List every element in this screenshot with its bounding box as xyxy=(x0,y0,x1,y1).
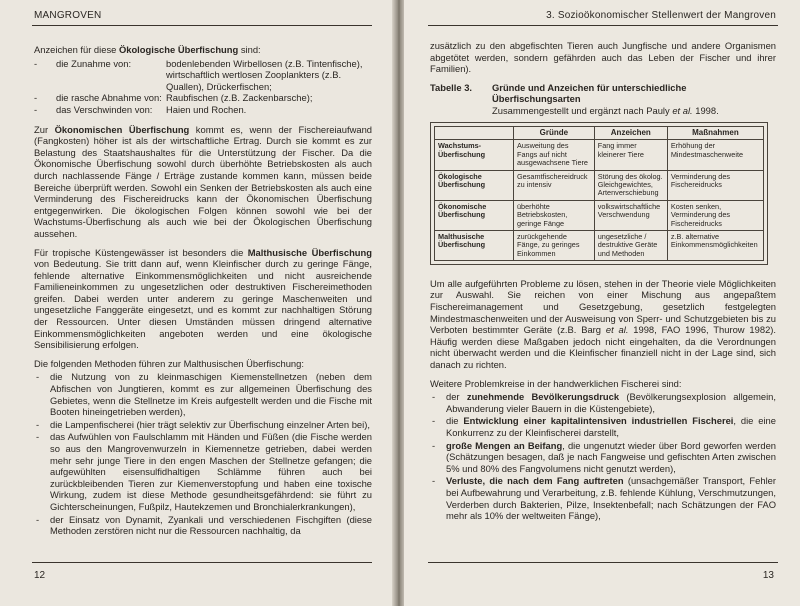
table-cell: Gesamtfischereidruck zu intensiv xyxy=(514,170,595,200)
table-cell: Ausweitung des Fangs auf nicht ausgewachsene Tiere xyxy=(514,140,595,170)
problem-item: - die Entwicklung einer kapitalintensiven industriellen Fischerei, die eine Konkurrenz zu der Kleinfischerei darstellt, xyxy=(430,415,776,438)
table-cell: Erhöhung der Mindestmaschenweite xyxy=(667,140,763,170)
malthusian-overfishing-paragraph: Für tropische Küstengewässer ist besonders die Malthusische Überfischung von Bedeutung. Sie tritt dann auf, wenn Kleinfischer durch zu geringe Fänge, fehlende alternative Einkommensmöglichkeiten und nicht ausreichende Familieneinkommen zu ungesetzlichen oder destruktiven Fischereimethoden greifen. Dabei werden unter anderem zu geringe Maschenweiten und ungesetzliche Fanggeräte eingesetzt, und es kommt zur nachhaltigen Störung der Ressourcen. Unter diesen Umständen müssen dringend alternative Einkommensmöglichkeiten angeboten werden und eine ökologische Sensibilisierung erfolgen. xyxy=(34,246,372,351)
table-cell: Verminderung des Fischereidrucks xyxy=(667,170,763,200)
economic-overfishing-paragraph: Zur Ökonomischen Überfischung kommt es, wenn der Fischereiaufwand (Fangkosten) höher ist als der wirtschaftliche Ertrag. Durch sie kommt es zur Belastung des Staatshaushaltes für die Unterstützung der Fischer. Da die Ökonomische Überfischung sowohl durch überhöhte Betriebskosten als auch durch nachlassende Fänge / Erträge zustande kommen kann, müssen beide Bereiche überprüft werden. Sowohl ein Senken der Betriebskosten als auch eine Verminderung des Fischereidrucks kann der Ökonomischen Überfischung entgegenwirken. Die ökologischen Folgen können sowohl wie bei der Wachstums-Überfischung als auch wie bei der Ökologischen Überfischung aussehen. xyxy=(34,123,373,239)
table-cell: z.B. alternative Einkommensmöglichkeiten xyxy=(667,231,763,261)
indicator-label: das Verschwinden von: xyxy=(56,103,153,115)
continuation-paragraph: zusätzlich zu den abgefischten Tieren auch Jungfische und andere Organismen abgetötet werden, sondern gefährden auch das Leben der Fischer und ihrer Familien). xyxy=(430,40,776,75)
problems-list xyxy=(430,391,776,522)
table-row-header: Ökonomische Überfischung xyxy=(435,200,514,230)
table-row-header: Ökologische Überfischung xyxy=(435,170,514,200)
indicator-value: Raubfischen (z.B. Zackenbarsche); xyxy=(166,92,313,104)
table-row xyxy=(435,231,764,261)
table-title: Gründe und Anzeichen für unterschiedliche Überfischungsarten xyxy=(492,81,687,105)
table-label: Tabelle 3. xyxy=(430,81,473,93)
footer-rule-left xyxy=(32,562,372,563)
table-cell: Störung des ökolog. Gleichgewichtes, Artenverschiebung xyxy=(594,170,667,200)
table-caption: Tabelle 3. Gründe und Anzeichen für unterschiedliche Überfischungsarten Zusammengestellt und ergänzt nach Pauly et al. 1998. xyxy=(430,81,719,116)
table-cell: überhöhte Betriebskosten, geringe Fänge xyxy=(514,200,595,230)
table-row-header: Wachstums-Überfischung xyxy=(435,140,514,170)
table-row-header: Malthusische Überfischung xyxy=(435,231,514,261)
problems-intro: Weitere Problemkreise in der handwerklichen Fischerei sind: xyxy=(430,377,682,389)
header-rule-left xyxy=(32,25,372,26)
method-item: - die Lampenfischerei (hier trägt selektiv zur Überfischung einzelner Arten bei), xyxy=(34,419,372,431)
indicator-value: Haien und Rochen. xyxy=(166,103,247,115)
table-row xyxy=(435,170,764,200)
method-item: - die Nutzung von zu kleinmaschigen Kiemenstellnetzen (neben dem Abfischen von Jungtieren, kommt es zur allgemeinen Überfischung des Gebietes, wenn die Stellnetze im Kreis aufgestellt werden und die Fische mit Booten hineingetrieben werden), xyxy=(34,371,372,417)
table-header-cell: Anzeichen xyxy=(594,127,667,140)
right-page-body xyxy=(430,40,776,528)
footer-rule-right xyxy=(428,562,778,563)
table-cell: Kosten senken, Verminderung des Fischereidrucks xyxy=(667,200,763,230)
method-item: - das Aufwühlen von Faulschlamm mit Händen und Füßen (die Fische werden so aus den Mangrovenwurzeln in Kiemennetze getrieben, dabei werden mehr sehr junge Tiere in den engen Maschen der Stellnetze gefangen; die aufgewühlten eisensulfidhaltigen Schlämme führen auch bei zurückbleibenden Tieren zur Kiemenverstopfung und haben eine toxische Wirkung, zudem ist diese Methode gesundheitsgefährdend: sie führt zu Gichterscheinungen, Fußpilz, Hautekzemen und Bronchialerkrankungen), xyxy=(34,431,372,512)
right-page xyxy=(404,0,800,606)
methods-list xyxy=(34,371,372,536)
problem-item: - Verluste, die nach dem Fang auftreten (unsachgemäßer Transport, Fehler bei Aufbewahrung und Verarbeitung, z.B. fehlende Kühlung, Verschmutzungen, Verderben durch Bakterien, Pilze, Insektenbefall; nach Schätzungen der FAO mehr als 10% der weltweiten Fänge), xyxy=(430,475,776,521)
left-page-body xyxy=(34,44,372,543)
problem-item: - der zunehmende Bevölkerungsdruck (Bevölkerungsexplosion allgemein, Abwanderung vieler Bauern in die Küstengebiete), xyxy=(430,391,776,414)
overfishing-table xyxy=(434,126,764,261)
indicator-value: bodenlebenden Wirbellosen (z.B. Tintenfische), wirtschaftlich wertlosen Zooplankters (z.B. Quallen), Drückerfischen; xyxy=(166,57,363,92)
indicator-item: - die rasche Abnahme von: Raubfischen (z.B. Zackenbarsche); xyxy=(34,92,372,104)
table-row xyxy=(435,200,764,230)
indicator-list xyxy=(34,58,372,116)
ecological-overfishing-intro: Anzeichen für diese Ökologische Überfischung sind: xyxy=(34,44,261,55)
page-number-left: 12 xyxy=(34,570,46,581)
indicator-item: - das Verschwinden von: Haien und Rochen. xyxy=(34,104,372,116)
table-cell: zurückgehende Fänge, zu geringes Einkommen xyxy=(514,231,595,261)
solutions-paragraph: Um alle aufgeführten Probleme zu lösen, stehen in der Theorie viele Möglichkeiten zur Auswahl. Sie reichen von einer Mischung aus angepaßtem Fischereimanagement und Gesetzgebung, gesetzlich festgelegten Mindestmaschenweiten und der Ausweisung von Sperr- und Schutzgebieten bis zu Verboten bestimmter Geräte (z.B. Barg et al. 1998, FAO 1996, Thurow 1982). Häufig werden diese Maßgaben jedoch nicht eingehalten, da die Verordnungen nicht überwacht werden und die Kleinfischer finanziell nicht in der Lage sind, sich danach zu richten. xyxy=(430,277,777,371)
table-header-row xyxy=(435,127,764,140)
methods-intro: Die folgenden Methoden führen zur Malthusischen Überfischung: xyxy=(34,357,304,369)
table-header-cell: Maßnahmen xyxy=(667,127,763,140)
method-item: - der Einsatz von Dynamit, Zyankali und verschiedenen Fischgiften (diese Methoden zerstören nicht nur die Ressourcen nachhaltig, da xyxy=(34,514,372,537)
left-page xyxy=(0,0,398,606)
table-cell: ungesetzliche / destruktive Geräte und Methoden xyxy=(594,231,667,261)
indicator-label: die Zunahme von: xyxy=(56,57,132,69)
indicator-label: die rasche Abnahme von: xyxy=(56,92,162,104)
table-cell: Fang immer kleinerer Tiere xyxy=(594,140,667,170)
running-header-right: 3. Sozioökonomischer Stellenwert der Mangroven xyxy=(546,10,776,21)
table-cell: volkswirtschaftliche Verschwendung xyxy=(594,200,667,230)
problem-item: - große Mengen an Beifang, die ungenutzt wieder über Bord geworfen werden (Schätzungen besagen, daß je nach Fangweise und gefischten Arten zwischen 5% und 80% des Fangvolumens nicht genutzt werden), xyxy=(430,440,776,475)
table-header-cell: Gründe xyxy=(514,127,595,140)
running-header-left: MANGROVEN xyxy=(34,10,102,21)
table-frame xyxy=(430,122,768,265)
table-row xyxy=(435,140,764,170)
header-rule-right xyxy=(428,25,778,26)
indicator-item: - die Zunahme von: bodenlebenden Wirbellosen (z.B. Tintenfische), wirtschaftlich wertlosen Zooplankters (z.B. Quallen), Drückerfischen; xyxy=(34,58,372,93)
table-header-cell xyxy=(435,127,514,140)
page-number-right: 13 xyxy=(762,570,774,581)
